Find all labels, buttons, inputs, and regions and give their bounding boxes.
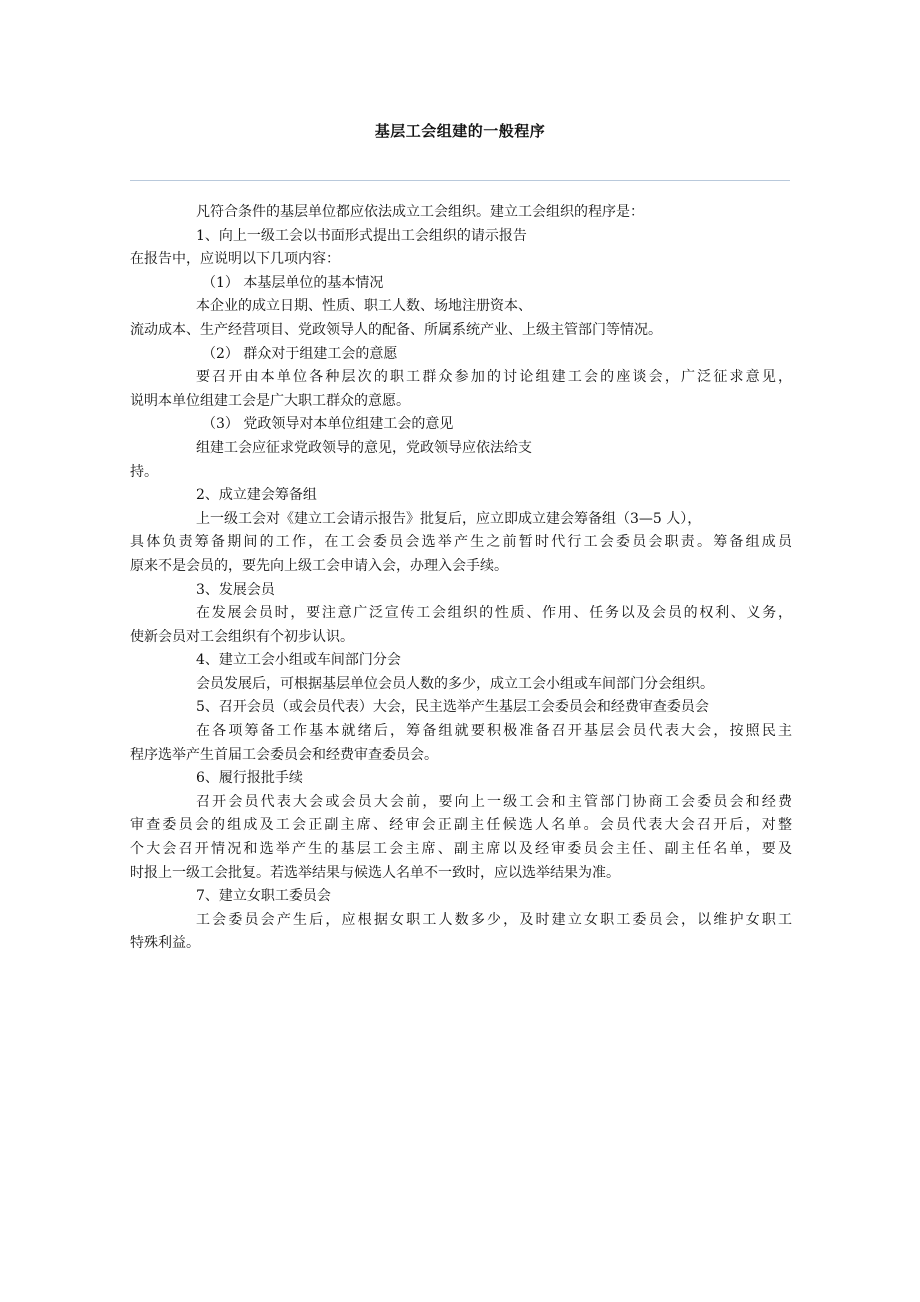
paragraph-line: 审查委员会的组成及工会正副主席、经审会正副主任候选人名单。会员代表大会召开后，对整 — [130, 817, 792, 834]
section-heading: 4、建立工会小组或车间部门分会 — [196, 652, 401, 669]
paragraph-line: 召开会员代表大会或会员大会前，要向上一级工会和主管部门协商工会委员会和经费 — [196, 793, 792, 810]
paragraph-line: 在各项筹备工作基本就绪后，筹备组就要积极准备召开基层会员代表大会，按照民主 — [196, 723, 792, 740]
paragraph-line: 组建工会应征求党政领导的意见，党政领导应依法给支 — [196, 439, 532, 456]
section-heading: 7、建立女职工委员会 — [196, 888, 331, 905]
paragraph-line: 时报上一级工会批复。若选举结果与候选人名单不一致时，应以选举结果为准。 — [130, 864, 620, 881]
paragraph-line: 要召开由本单位各种层次的职工群众参加的讨论组建工会的座谈会，广泛征求意见， — [196, 369, 792, 386]
paragraph-line: 程序选举产生首届工会委员会和经费审查委员会。 — [130, 746, 438, 763]
paragraph-line: 持。 — [130, 463, 158, 480]
paragraph-line: 会员发展后，可根据基层单位会员人数的多少，成立工会小组或车间部门分会组织。 — [196, 675, 714, 692]
paragraph-line: 特殊利益。 — [130, 935, 200, 952]
section-heading: 2、成立建会筹备组 — [196, 487, 317, 504]
paragraph-line: 说明本单位组建工会是广大职工群众的意愿。 — [130, 392, 410, 409]
document-title: 基层工会组建的一般程序 — [374, 122, 546, 140]
section-heading: 1、向上一级工会以书面形式提出工会组织的请示报告 — [196, 227, 527, 244]
section-heading: 5、召开会员（或会员代表）大会，民主选举产生基层工会委员会和经费审查委员会 — [196, 699, 709, 716]
section-heading: 6、履行报批手续 — [196, 770, 303, 787]
paragraph-line: 在发展会员时，要注意广泛宣传工会组织的性质、作用、任务以及会员的权利、义务， — [196, 605, 792, 622]
paragraph-line: 具体负责筹备期间的工作，在工会委员会选举产生之前暂时代行工会委员会职责。筹备组成员 — [130, 534, 792, 551]
paragraph-line: 在报告中，应说明以下几项内容： — [130, 251, 340, 268]
title-divider — [130, 180, 790, 181]
section-heading: 3、发展会员 — [196, 581, 275, 598]
paragraph-line: 工会委员会产生后，应根据女职工人数多少，及时建立女职工委员会，以维护女职工 — [196, 911, 792, 928]
document-body — [130, 201, 792, 956]
subsection-heading: （2） 群众对于组建工会的意愿 — [202, 345, 398, 362]
paragraph-line: 凡符合条件的基层单位都应依法成立工会组织。建立工会组织的程序是： — [196, 204, 644, 220]
paragraph-line: 本企业的成立日期、性质、职工人数、场地注册资本、 — [196, 298, 532, 315]
paragraph-line: 上一级工会对《建立工会请示报告》批复后，应立即成立建会筹备组（3—5 人）， — [196, 510, 702, 527]
paragraph-line: 流动成本、生产经营项目、党政领导人的配备、所属系统产业、上级主管部门等情况。 — [130, 321, 662, 338]
paragraph-line: 原来不是会员的，要先向上级工会申请入会，办理入会手续。 — [130, 557, 508, 574]
subsection-heading: （1） 本基层单位的基本情况 — [202, 274, 384, 291]
subsection-heading: （3） 党政领导对本单位组建工会的意见 — [202, 416, 454, 433]
paragraph-line: 使新会员对工会组织有个初步认识。 — [130, 628, 354, 645]
paragraph-line: 个大会召开情况和选举产生的基层工会主席、副主席以及经审委员会主任、副主任名单，要及 — [130, 841, 792, 858]
